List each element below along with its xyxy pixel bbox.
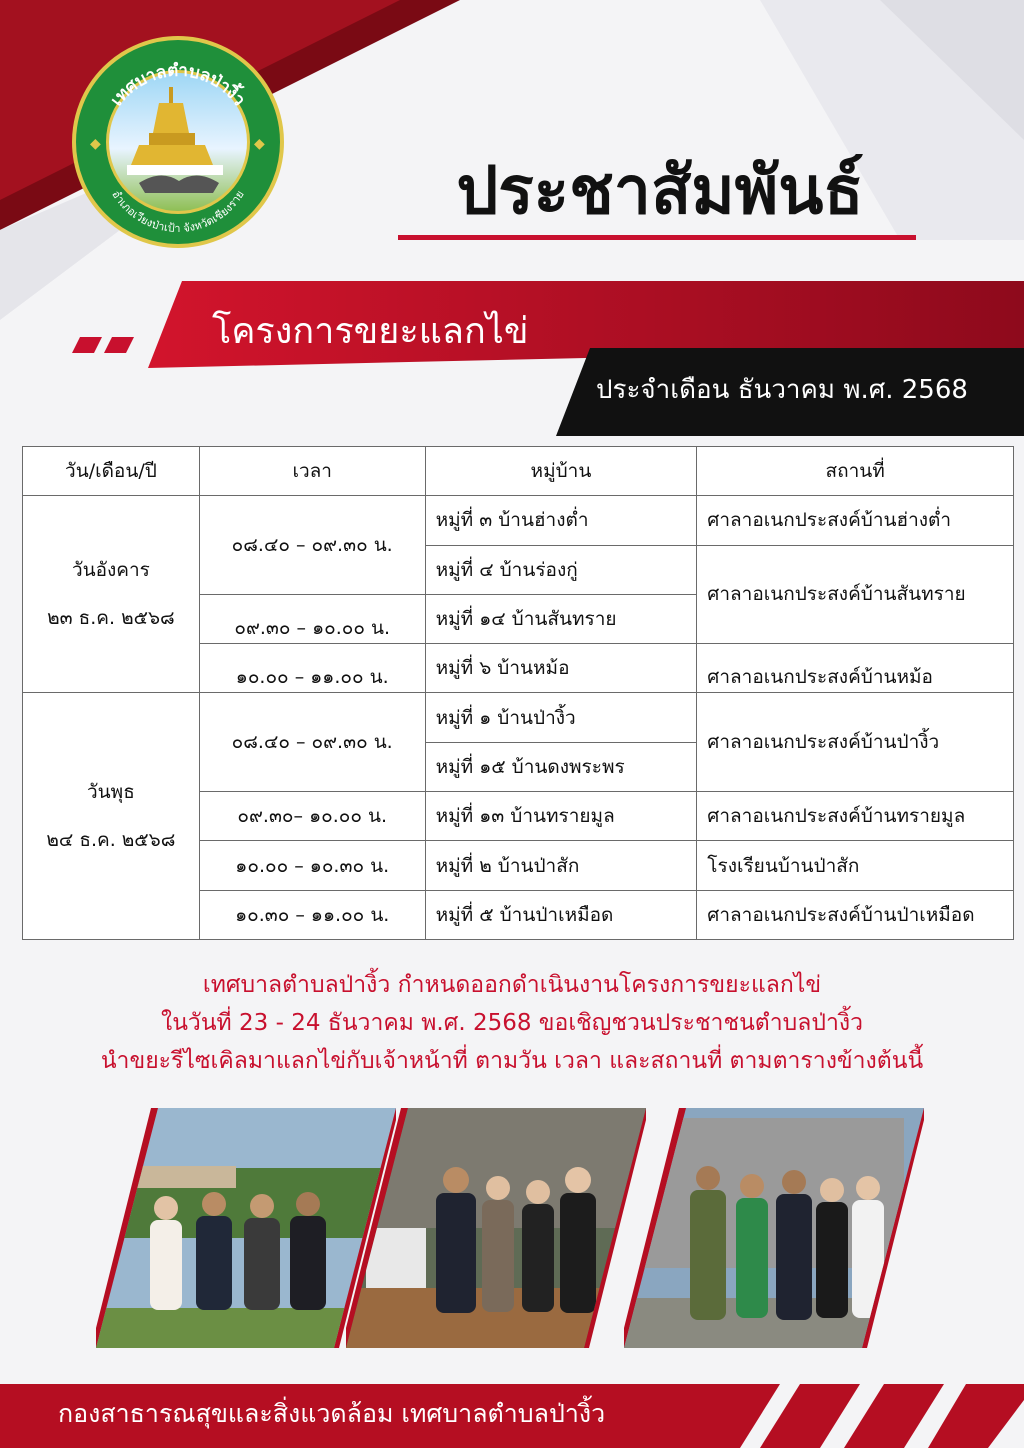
village-cell: หมู่ที่ ๑๓ บ้านทรายมูล (425, 792, 697, 841)
weekday: วันอังคาร (71, 559, 150, 582)
page-title: ประชาสัมพันธ์ (456, 152, 864, 229)
announcement-line: นำขยะรีไซเคิลมาแลกไข่กับเจ้าหน้าที่ ตามวัน เวลา และสถานที่ ตามตารางข้างต้นนี้ (100, 1048, 924, 1074)
date: ๒๓ ธ.ค. ๒๕๖๘ (47, 607, 175, 630)
title-underline (398, 235, 916, 240)
time-cell: ๐๙.๓๐– ๑๐.๐๐ น. (199, 792, 425, 841)
footer-department: กองสาธารณสุขและสิ่งแวดล้อม เทศบาลตำบลป่างิ้ว (58, 1399, 606, 1428)
table-header-row (23, 447, 1014, 496)
time-cell: ๑๐.๐๐ – ๑๑.๐๐ น. (199, 644, 425, 693)
header-time: เวลา (199, 447, 425, 496)
village-cell: หมู่ที่ ๑๕ บ้านดงพระพร (425, 742, 697, 791)
village-cell: หมู่ที่ ๑๔ บ้านสันทราย (425, 594, 697, 643)
village-cell: หมู่ที่ ๓ บ้านฮ่างต่ำ (425, 496, 697, 545)
place-cell: โรงเรียนบ้านป่าสัก (697, 841, 1014, 890)
month-label: ประจำเดือน ธันวาคม พ.ศ. 2568 (596, 375, 968, 405)
village-cell: หมู่ที่ ๕ บ้านป่าเหมือด (425, 890, 697, 939)
day-cell (23, 693, 200, 940)
place-cell: ศาลาอเนกประสงค์บ้านทรายมูล (697, 792, 1014, 841)
place-cell: ศาลาอเนกประสงค์บ้านหม้อ (697, 644, 1014, 693)
svg-text:◆: ◆ (90, 136, 101, 152)
date: ๒๔ ธ.ค. ๒๕๖๘ (46, 829, 176, 852)
place-cell: ศาลาอเนกประสงค์บ้านสันทราย (697, 545, 1014, 644)
time-cell: ๐๘.๔๐ – ๐๙.๓๐ น. (199, 496, 425, 595)
place-cell: ศาลาอเนกประสงค์บ้านป่าเหมือด (697, 890, 1014, 939)
place-cell: ศาลาอเนกประสงค์บ้านฮ่างต่ำ (697, 496, 1014, 545)
village-cell: หมู่ที่ ๑ บ้านป่างิ้ว (425, 693, 697, 742)
svg-text:◆: ◆ (254, 136, 265, 152)
time-cell: ๑๐.๓๐ – ๑๑.๐๐ น. (199, 890, 425, 939)
announcement-text (0, 966, 1024, 1080)
announcement-line: เทศบาลตำบลป่างิ้ว กำหนดออกดำเนินงานโครงการขยะแลกไข่ (202, 972, 822, 998)
schedule-table (22, 446, 1014, 940)
event-photo-3 (624, 1108, 924, 1348)
project-name: โครงการขยะแลกไข่ (212, 311, 529, 352)
time-cell: ๐๘.๔๐ – ๐๙.๓๐ น. (199, 693, 425, 792)
time-cell: ๐๙.๓๐ – ๑๐.๐๐ น. (199, 594, 425, 643)
header-place: สถานที่ (697, 447, 1014, 496)
event-photo-2 (346, 1108, 646, 1348)
weekday: วันพุธ (87, 781, 135, 804)
place-cell: ศาลาอเนกประสงค์บ้านป่างิ้ว (697, 693, 1014, 792)
logo-text-top: เทศบาลตำบลป่างิ้ว (106, 60, 250, 110)
village-cell: หมู่ที่ ๖ บ้านหม้อ (425, 644, 697, 693)
header-date: วัน/เดือน/ปี (23, 447, 200, 496)
table-row (23, 496, 1014, 545)
header-village: หมู่บ้าน (425, 447, 697, 496)
village-cell: หมู่ที่ ๒ บ้านป่าสัก (425, 841, 697, 890)
table-row (23, 693, 1014, 742)
village-cell: หมู่ที่ ๔ บ้านร่องกู่ (425, 545, 697, 594)
day-cell (23, 496, 200, 693)
municipality-logo (72, 36, 284, 248)
logo-text-bottom: อำเภอเวียงป่าเป้า จังหวัดเชียงราย (109, 188, 247, 235)
time-cell: ๑๐.๐๐ – ๑๐.๓๐ น. (199, 841, 425, 890)
announcement-line: ในวันที่ 23 - 24 ธันวาคม พ.ศ. 2568 ขอเชิญชวนประชาชนตำบลป่างิ้ว (160, 1010, 864, 1036)
